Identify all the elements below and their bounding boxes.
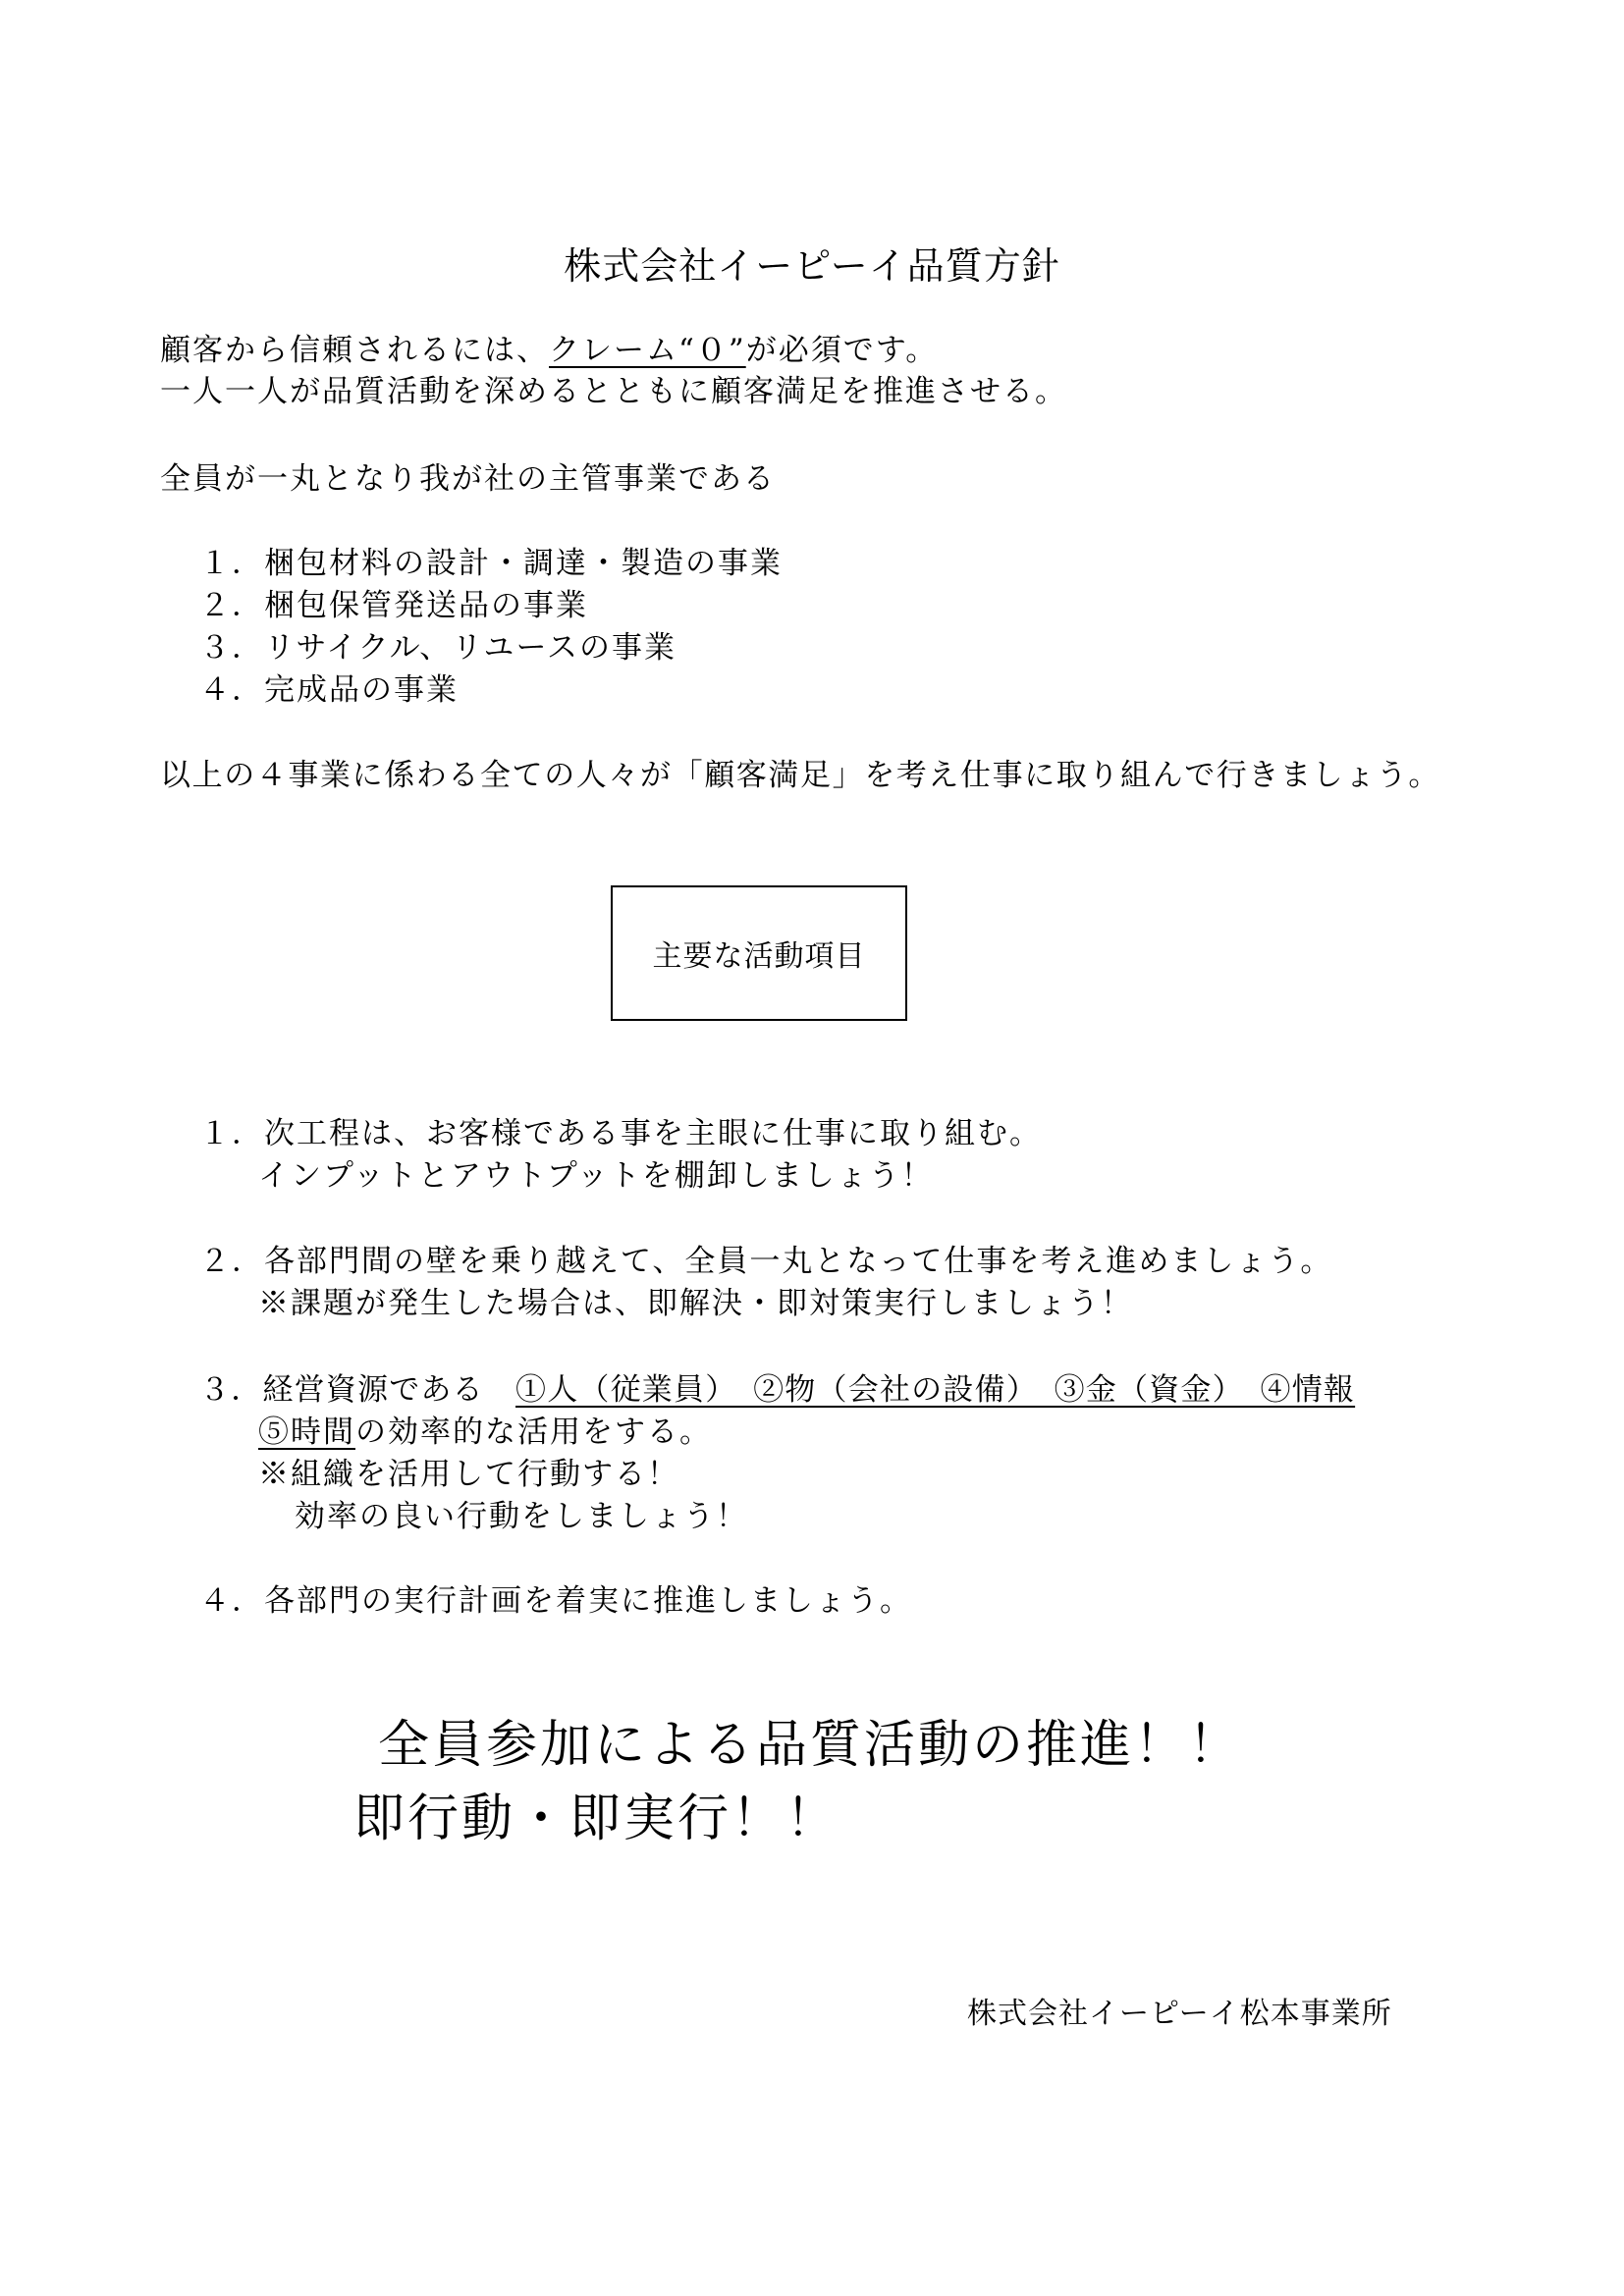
activity-2-line-2: ※課題が発生した場合は、即解決・即対策実行しましょう！ xyxy=(258,1286,1133,1321)
activity-3-line-2 xyxy=(258,1417,712,1448)
company-footer: 株式会社イーピーイ松本事業所 xyxy=(967,1997,1392,2031)
time-resource: ⑤時間 xyxy=(258,1415,355,1450)
intro-line-2: 一人一人が品質活動を深めるとともに顧客満足を推進させる。 xyxy=(160,374,1067,409)
management-resources-list: ①人（従業員） ②物（会社の設備） ③金（資金） ④情報 xyxy=(515,1372,1356,1408)
activity-3-line-3: ※組織を活用して行動する！ xyxy=(258,1457,679,1492)
businesses-closing: 以上の４事業に係わる全ての人々が「顧客満足」を考え仕事に取り組んで行きましょう。 xyxy=(160,758,1440,793)
business-item-1: １．梱包材料の設計・調達・製造の事業 xyxy=(199,546,783,581)
claim-zero-emphasis: クレーム“０” xyxy=(549,333,746,368)
business-item-3: ３．リサイクル、リユースの事業 xyxy=(199,630,677,666)
slogan-line-2: 即行動・即実行！！ xyxy=(353,1789,840,1848)
activity-3-line-4: 効率の良い行動をしましょう！ xyxy=(295,1499,748,1534)
businesses-lead: 全員が一丸となり我が社の主管事業である xyxy=(160,461,776,497)
activity-1-line-1: １．次工程は、お客様である事を主眼に仕事に取り組む。 xyxy=(199,1116,1042,1151)
activity-3-prefix: ３．経営資源である xyxy=(199,1372,515,1408)
activities-heading-label: 主要な活動項目 xyxy=(652,939,866,974)
slogan-line-1: 全員参加による品質活動の推進！！ xyxy=(378,1716,1243,1775)
activity-3-line-1 xyxy=(199,1372,1356,1408)
activity-3-line-2-suffix: の効率的な活用をする。 xyxy=(355,1415,712,1450)
intro-line-1 xyxy=(160,333,939,368)
activity-1-line-2: インプットとアウトプットを棚卸しましょう！ xyxy=(258,1158,934,1194)
page-title: 株式会社イーピーイ品質方針 xyxy=(564,244,1060,288)
intro-line-1-suffix: が必須です。 xyxy=(745,333,939,368)
activity-2-line-1: ２．各部門間の壁を乗り越えて、全員一丸となって仕事を考え進めましょう。 xyxy=(199,1244,1333,1279)
intro-line-1-prefix: 顧客から信頼されるには、 xyxy=(160,333,549,368)
activity-4-line-1: ４．各部門の実行計画を着実に推進しましょう。 xyxy=(199,1583,912,1619)
business-item-4: ４．完成品の事業 xyxy=(199,672,459,708)
activities-heading-box xyxy=(611,885,907,1021)
business-item-2: ２．梱包保管発送品の事業 xyxy=(199,588,588,623)
